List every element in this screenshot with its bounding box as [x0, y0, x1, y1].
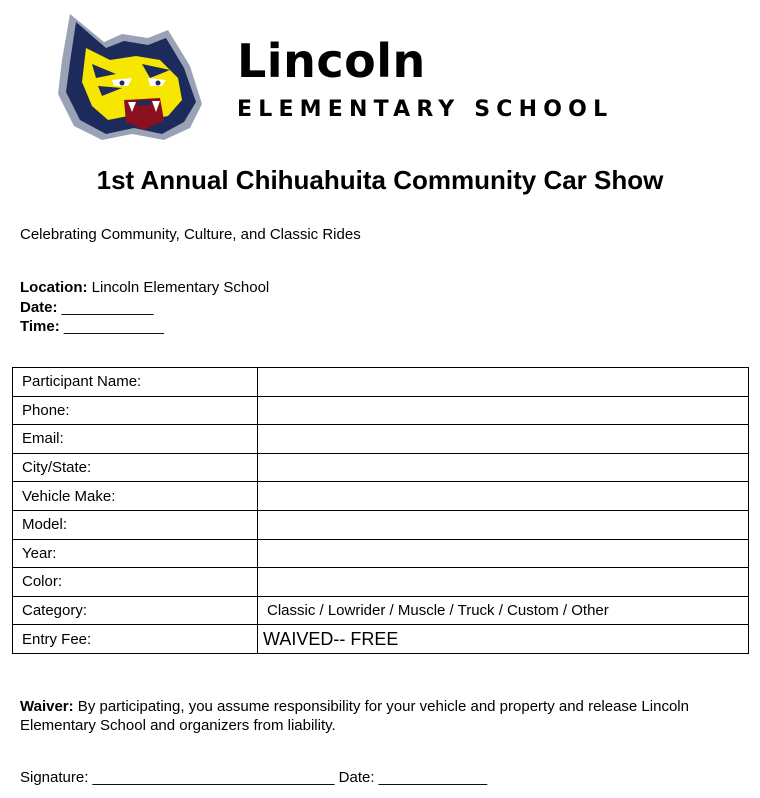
location-value: Lincoln Elementary School: [87, 279, 270, 296]
waiver-text: [20, 697, 740, 735]
waiver-label: Waiver:: [20, 698, 74, 715]
header: [52, 8, 732, 148]
color-label: Color:: [13, 568, 258, 597]
location-line: [20, 278, 269, 298]
email-label: Email:: [13, 425, 258, 454]
table-row: [13, 568, 749, 597]
model-label: Model:: [13, 510, 258, 539]
table-row: [13, 625, 749, 654]
signature-blank[interactable]: _____________________________: [92, 769, 335, 786]
phone-label: Phone:: [13, 396, 258, 425]
city-state-field[interactable]: [258, 453, 749, 482]
vehicle-make-label: Vehicle Make:: [13, 482, 258, 511]
tagline: Celebrating Community, Culture, and Classic Rides: [20, 226, 361, 243]
date-line: [20, 298, 269, 318]
table-row: [13, 425, 749, 454]
model-field[interactable]: [258, 510, 749, 539]
email-field[interactable]: [258, 425, 749, 454]
page-title: 1st Annual Chihuahuita Community Car Show: [96, 165, 664, 195]
school-subtitle: ELEMENTARY SCHOOL: [237, 97, 614, 122]
participant-name-label: Participant Name:: [13, 368, 258, 397]
signature-line: [20, 768, 487, 787]
signature-date-blank[interactable]: _____________: [378, 769, 488, 786]
participant-name-field[interactable]: [258, 368, 749, 397]
wildcat-mascot-icon: [52, 8, 204, 142]
date-blank[interactable]: ___________: [57, 298, 154, 316]
waiver-body: By participating, you assume responsibility for your vehicle and property and release Lincoln Elementary School and organizers from liability.: [20, 698, 689, 734]
table-row: [13, 539, 749, 568]
year-label: Year:: [13, 539, 258, 568]
time-label: Time:: [20, 318, 60, 335]
time-blank[interactable]: ____________: [59, 318, 165, 335]
year-field[interactable]: [258, 539, 749, 568]
entry-fee-value: WAIVED-- FREE: [258, 625, 749, 654]
city-state-label: City/State:: [13, 453, 258, 482]
table-row: [13, 396, 749, 425]
date-label: Date:: [20, 298, 58, 316]
table-row: [13, 510, 749, 539]
school-name: Lincoln: [237, 34, 426, 88]
registration-table: [12, 367, 749, 654]
signature-label: Signature:: [20, 769, 93, 786]
table-row: [13, 368, 749, 397]
category-label: Category:: [13, 596, 258, 625]
vehicle-make-field[interactable]: [258, 482, 749, 511]
table-row: [13, 482, 749, 511]
time-line: [20, 317, 269, 337]
signature-date-label: Date:: [334, 769, 379, 786]
phone-field[interactable]: [258, 396, 749, 425]
event-info: [20, 278, 269, 337]
table-row: [13, 596, 749, 625]
category-options[interactable]: Classic / Lowrider / Muscle / Truck / Custom / Other: [258, 596, 749, 625]
entry-fee-label: Entry Fee:: [13, 625, 258, 654]
location-label: Location:: [20, 279, 88, 296]
color-field[interactable]: [258, 568, 749, 597]
table-row: [13, 453, 749, 482]
